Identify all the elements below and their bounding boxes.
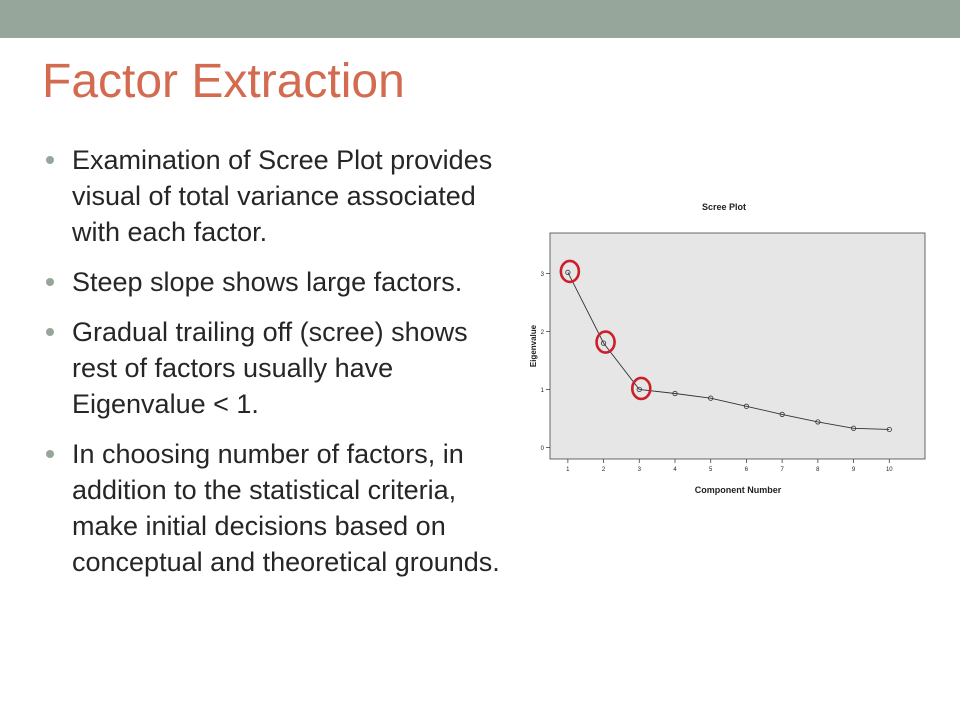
top-accent-bar (0, 0, 960, 38)
bullet-dot-icon (46, 328, 54, 336)
x-tick-label: 7 (780, 467, 784, 473)
y-axis (541, 272, 550, 452)
bullet-item (44, 314, 514, 422)
x-tick-label: 5 (709, 467, 713, 473)
bullet-text: Steep slope shows large factors. (72, 267, 463, 297)
x-tick-label: 4 (673, 467, 677, 473)
bullet-dot-icon (46, 156, 54, 164)
x-tick-label: 3 (637, 467, 641, 473)
bullet-item (44, 436, 514, 580)
scree-plot-chart (520, 192, 940, 504)
y-tick-label: 0 (540, 445, 544, 452)
x-tick-label: 10 (885, 467, 893, 473)
x-tick-label: 6 (744, 467, 749, 473)
bullet-text: Examination of Scree Plot provides visual of total variance associated with each factor. (72, 145, 493, 247)
x-axis (566, 459, 893, 473)
chart-title: Scree Plot (701, 202, 747, 212)
bullet-dot-icon (46, 450, 54, 458)
bullet-text: Gradual trailing off (scree) shows rest of factors usually have Eigenvalue < 1. (72, 317, 468, 419)
y-tick-label: 2 (540, 330, 544, 337)
bullet-item (44, 142, 514, 250)
bullet-dot-icon (46, 278, 54, 286)
x-tick-label: 2 (601, 467, 606, 473)
bullet-item (44, 264, 514, 300)
y-axis-label: Eigenvalue (529, 324, 538, 368)
y-tick-label: 3 (540, 272, 544, 279)
x-axis-label: Component Number (694, 485, 782, 495)
x-tick-label: 9 (851, 467, 856, 473)
y-tick-label: 1 (540, 387, 544, 394)
bullet-list (44, 142, 514, 594)
x-tick-label: 1 (566, 467, 570, 473)
bullet-text: In choosing number of factors, in addition to the statistical criteria, make initial decisions based on conceptual and theoretical grounds. (72, 439, 500, 577)
x-tick-label: 8 (816, 467, 820, 473)
slide-title: Factor Extraction (42, 55, 405, 108)
